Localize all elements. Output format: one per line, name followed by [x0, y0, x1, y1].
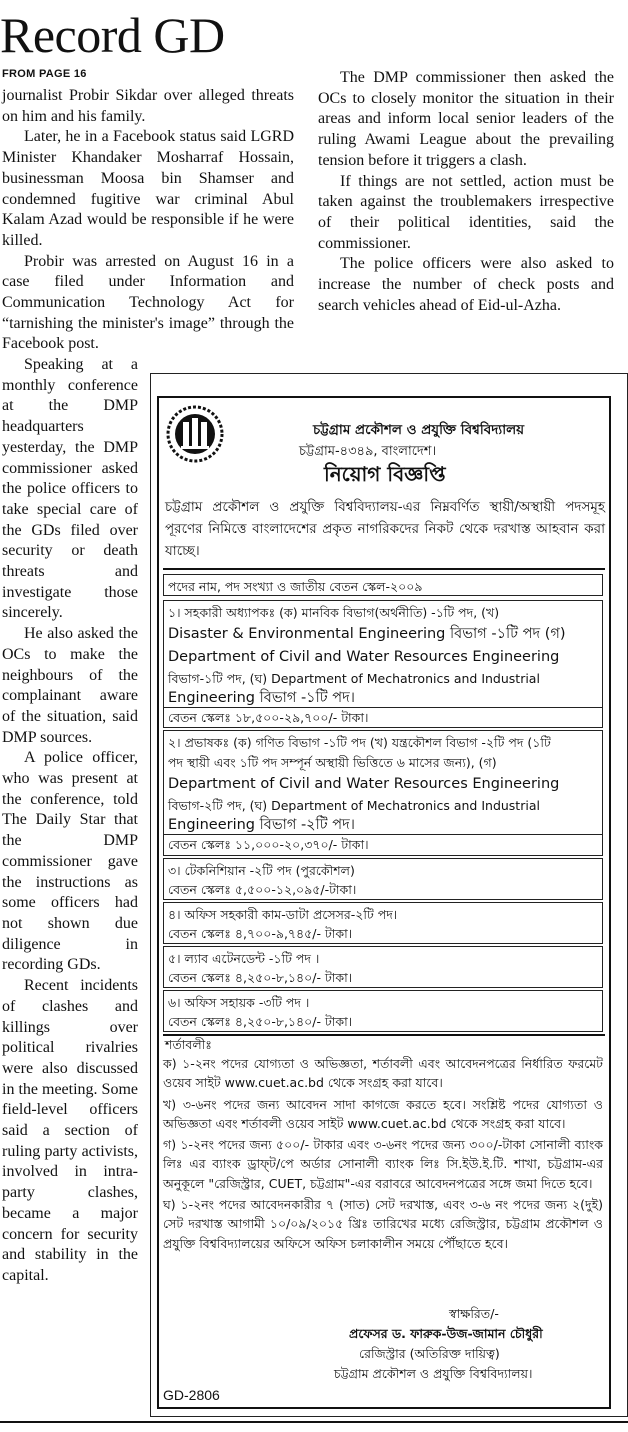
salary-scale: বেতন স্কেলঃ ৫,৫০০-১২,০৯৫/-টাকা।	[168, 882, 357, 897]
post-text: বিভাগ-২টি পদ, (ঘ) Department of Mechatronics and Industrial	[168, 798, 540, 813]
post-6	[163, 990, 603, 1032]
post-3	[163, 858, 603, 900]
salary-scale: বেতন স্কেলঃ ৪,২৫০-৮,১৪০/- টাকা।	[168, 970, 353, 985]
ad-code: GD-2806	[163, 1387, 220, 1403]
post-text: বিভাগ-১টি পদ, (ঘ) Department of Mechatronics and Industrial	[168, 671, 540, 686]
post-text: Engineering বিভাগ -২টি পদ।	[168, 817, 355, 833]
signer-org: চট্টগ্রাম প্রকৌশল ও প্রযুক্তি বিশ্ববিদ্যালয়।	[334, 1366, 533, 1381]
job-advertisement	[157, 396, 611, 1409]
post-text: ৪। অফিস সহকারী কাম-ডাটা প্রসেসর-২টি পদ।	[168, 907, 398, 922]
term-item: ক) ১-২নং পদের যোগ্যতা ও অভিজ্ঞতা, শর্তাবলী এবং আবেদনপত্রের নির্ধারিত ফরমেট ওয়েব সাইট www.cuet.ac.bd থেকে সংগ্রহ করা যাবে।	[163, 1056, 603, 1091]
post-text: Disaster & Environmental Engineering বিভাগ -১টি পদ (গ)	[168, 626, 566, 642]
post-text: ২। প্রভাষকঃ (ক) গণিত বিভাগ -১টি পদ (খ) যন্ত্রকৌশল বিভাগ -২টি পদ (১টি	[168, 735, 551, 750]
article-column-left	[2, 86, 294, 355]
notice-intro: চট্টগ্রাম প্রকৌশল ও প্রযুক্তি বিশ্ববিদ্যালয়-এর নিম্নবর্ণিত স্থায়ী/অস্থায়ী পদসমূহ পূরণের নিমিত্তে বাংলাদেশের প্রকৃত নাগরিকদের নিকট থেকে দরখাস্ত আহবান করা যাচ্ছে।	[165, 499, 605, 559]
headline: Record GD	[0, 7, 225, 63]
divider	[163, 568, 605, 570]
salary-scale: বেতন স্কেলঃ ৪,৭০০-৯,৭৪৫/- টাকা।	[168, 926, 353, 941]
from-page-label: FROM PAGE 16	[2, 68, 87, 80]
term-item: ঘ) ১-২নং পদের আবেদনকারীর ৭ (সাত) সেট দরখাস্ত, এবং ৩-৬ নং পদের জন্য ২(দুই) সেট দরখাস্ত আগামী ১০/০৯/২০১৫ খ্রিঃ তারিখের মধ্যে রেজিস্ট্রার, চট্টগ্রাম প্রকৌশল ও প্রযুক্তি বিশ্ববিদ্যালয়ের অফিসে অফিস চলাকালীন সময়ে পৌঁছাতে হবে।	[163, 1197, 603, 1251]
posts-header-text: পদের নাম, পদ সংখ্যা ও জাতীয় বেতন স্কেল-২০০৯	[168, 579, 423, 594]
university-name: চট্টগ্রাম প্রকৌশল ও প্রযুক্তি বিশ্ববিদ্যালয়	[313, 422, 525, 438]
post-text: Department of Civil and Water Resources Engineering	[168, 649, 560, 665]
post-text: Engineering বিভাগ -১টি পদ।	[168, 690, 355, 706]
paragraph: Recent incidents of clashes and killings over political rivalries were also discussed in the meeting. Some field-level officers said a section of ruling party activists, involved in intra-party clashes, became a major concern for security and stability in the capital.	[2, 977, 138, 1284]
paragraph: If things are not settled, action must be taken against the troublemakers irrespective of their political identities, said the commissioner.	[318, 172, 614, 252]
post-text: ৩। টেকনিশিয়ান -২টি পদ (পুরকৌশল)	[168, 863, 355, 878]
post-4	[163, 902, 603, 944]
paragraph: He also asked the OCs to make the neighbours of the complainant aware of the situation, said DMP sources.	[2, 625, 138, 746]
article-column-narrow	[2, 355, 138, 1287]
university-address: চট্টগ্রাম-৪৩৪৯, বাংলাদেশ।	[299, 444, 437, 459]
post-2	[163, 730, 603, 856]
post-5	[163, 946, 603, 988]
term-item: খ) ৩-৬নং পদের জন্য আবেদন সাদা কাগজে করতে হবে। সংশ্লিষ্ট পদের যোগ্যতা ও অভিজ্ঞতা এবং শর্তাবলী ওয়েব সাইট www.cuet.ac.bd থেকে সংগ্রহ করা যাবে।	[163, 1096, 603, 1131]
paragraph: Speaking at a monthly conference at the DMP headquarters yesterday, the DMP commissioner asked the police officers to take special care of the GDs filed over security or death threats and investigate those sincerely.	[2, 356, 138, 622]
notice-title: নিয়োগ বিজ্ঞপ্তি	[324, 462, 446, 486]
signed-label: স্বাক্ষরিত/-	[449, 1306, 499, 1321]
post-text: পদ স্থায়ী এবং ১টি পদ সম্পূর্ন অস্থায়ী ভিত্তিতে ৬ মাসের জন্য), (গ)	[168, 755, 497, 770]
term-item: গ) ১-২নং পদের জন্য ৫০০/- টাকার এবং ৩-৬নং পদের জন্য ৩০০/-টাকা সোনালী ব্যাংক লিঃ এর ব্যাংক ড্রাফ্‌ট/পে অর্ডার সোনালী ব্যাংক লিঃ সি.ইউ.ই.টি. শাখা, চট্টগ্রাম-এর অনুকূলে "রেজিস্ট্রার, CUET, চট্টগ্রাম"-এর বরাবরে আবেদনপত্রের সঙ্গে জমা দিতে হবে।	[163, 1137, 603, 1191]
signer-name: প্রফেসর ড. ফারুক-উজ-জামান চৌধুরী	[349, 1326, 543, 1341]
salary-scale: বেতন স্কেলঃ ৪,২৫০-৮,১৪০/- টাকা।	[168, 1014, 353, 1029]
salary-scale: বেতন স্কেলঃ ১১,০০০-২০,৩৭০/- টাকা।	[164, 834, 602, 855]
paragraph: Probir was arrested on August 16 in a case filed under Information and Communication Technology Act for “tarnishing the minister's image” through the Facebook post.	[2, 252, 294, 353]
post-text: Department of Civil and Water Resources Engineering	[168, 776, 560, 792]
post-1	[163, 600, 603, 728]
terms-list	[163, 1054, 603, 1255]
terms-title: শর্তাবলীঃ	[165, 1037, 212, 1052]
posts-header	[163, 574, 603, 596]
signer-role: রেজিস্ট্রার (অতিরিক্ত দায়িত্ব)	[359, 1346, 500, 1361]
post-text: ৫। ল্যাব এটেনডেন্ট -১টি পদ ।	[168, 951, 320, 966]
post-text: ১। সহকারী অধ্যাপকঃ (ক) মানবিক বিভাগ(অর্থনীতি) -১টি পদ, (খ)	[168, 605, 500, 620]
divider	[163, 1034, 605, 1036]
bottom-rule	[0, 1421, 628, 1423]
post-text: ৬। অফিস সহায়ক -৩টি পদ ।	[168, 995, 310, 1010]
article-column-right	[318, 68, 614, 316]
salary-scale: বেতন স্কেলঃ ১৮,৫০০-২৯,৭০০/- টাকা।	[164, 707, 602, 728]
paragraph: Later, he in a Facebook status said LGRD Minister Khandaker Mosharraf Hossain, businessman Moosa bin Shamser and condemned fugitive war criminal Abul Kalam Azad would be responsible if he were killed.	[2, 128, 294, 249]
paragraph: The police officers were also asked to increase the number of check posts and search vehicles ahead of Eid-ul-Azha.	[318, 255, 614, 314]
university-logo-icon	[165, 404, 225, 464]
paragraph: A police officer, who was present at the conference, told The Daily Star that the DMP commissioner gave the instructions as some officers had not shown due diligence in recording GDs.	[2, 749, 138, 974]
paragraph: The DMP commissioner then asked the OCs to closely monitor the situation in their areas and inform local senior leaders of the ruling Awami League about the prevailing tension before it triggers a clash.	[318, 69, 614, 169]
paragraph: journalist Probir Sikdar over alleged threats on him and his family.	[2, 87, 294, 125]
